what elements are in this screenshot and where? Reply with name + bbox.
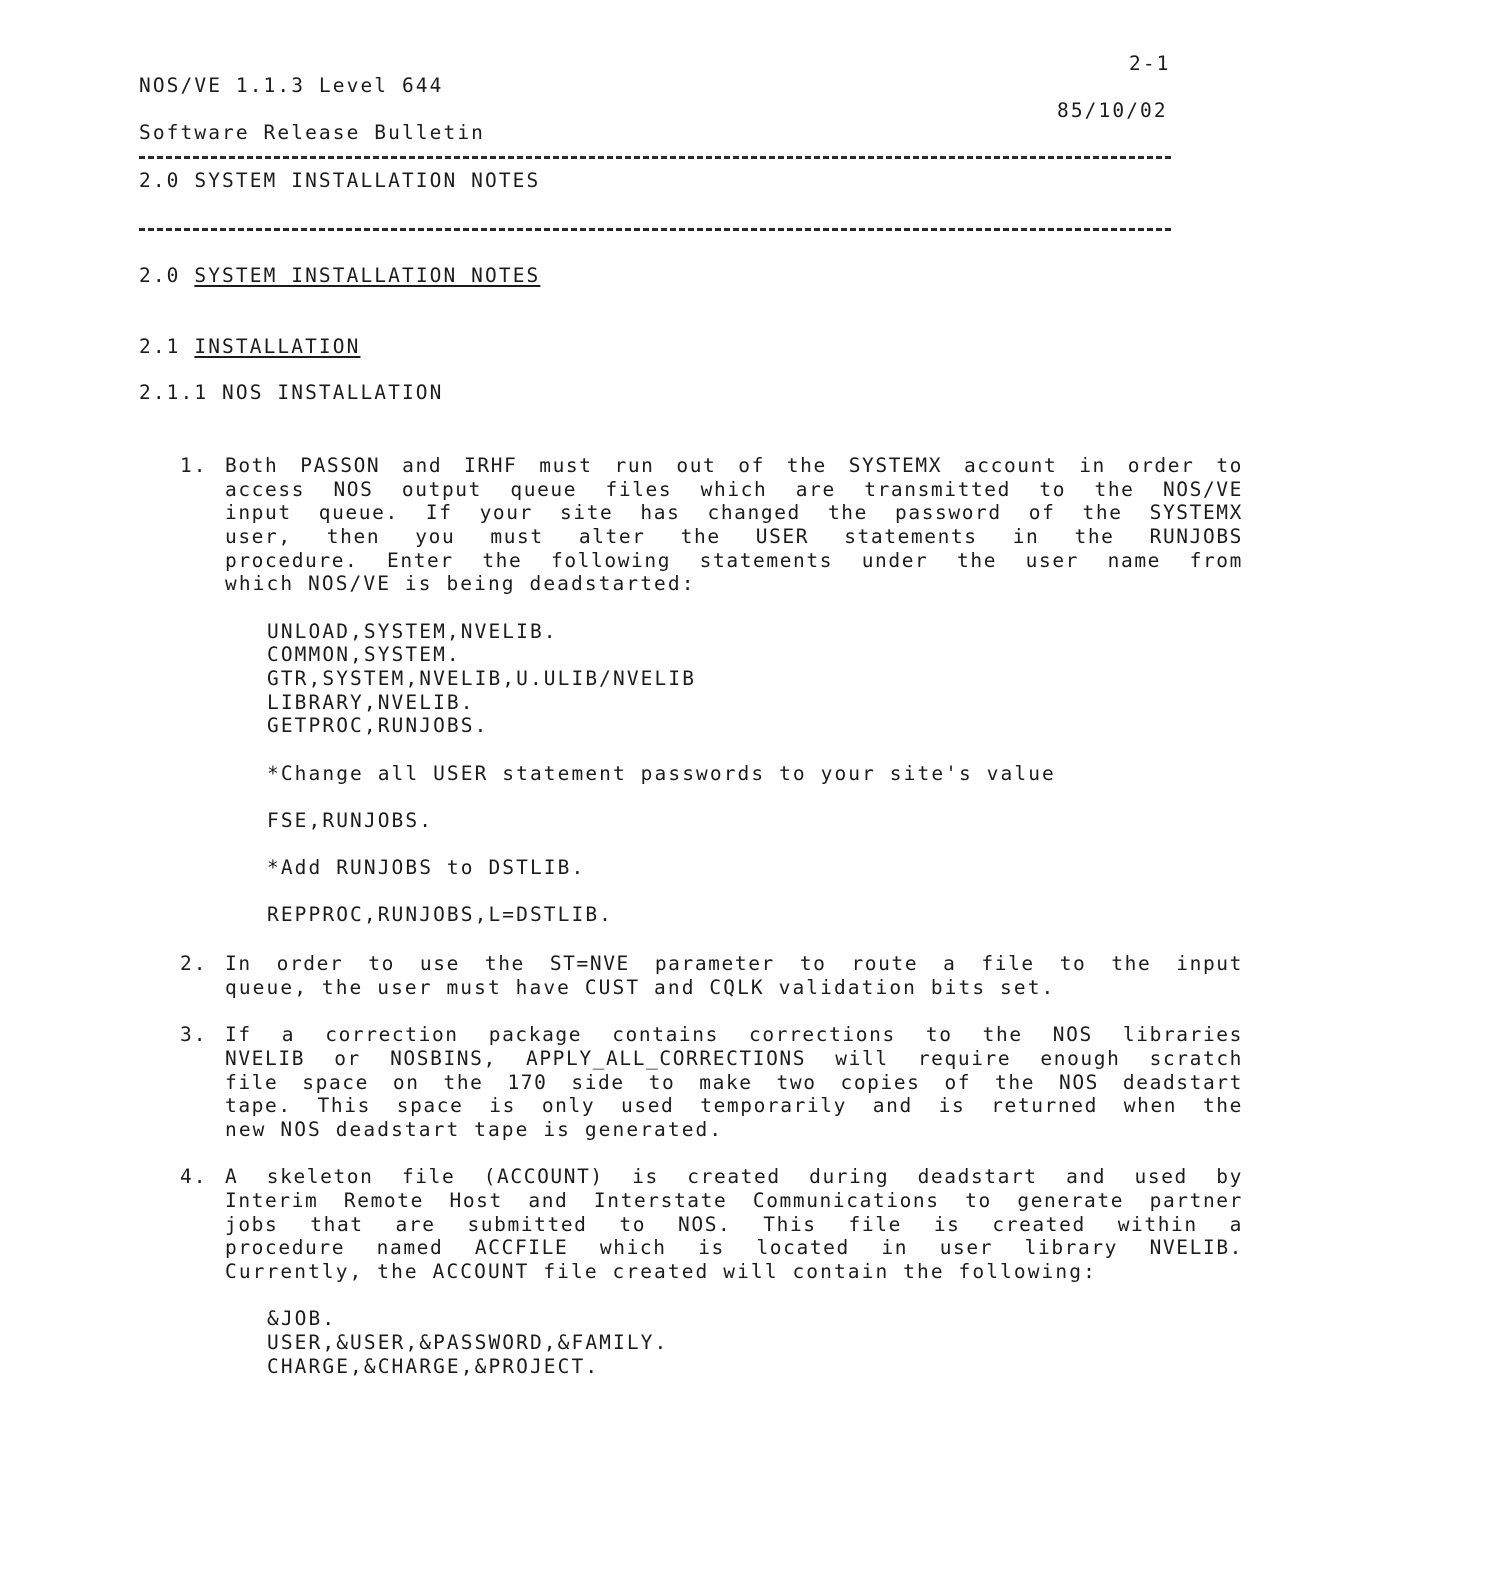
chapter-header: 2.0 SYSTEM INSTALLATION NOTES — [139, 169, 541, 192]
list-item-number: 2. — [180, 952, 208, 975]
release-date: 85/10/02 — [1057, 99, 1168, 122]
subsection-heading: 2.1.1 NOS INSTALLATION — [139, 381, 444, 404]
code-line: GTR,SYSTEM,NVELIB,U.ULIB/NVELIB — [267, 667, 697, 690]
product-version: NOS/VE 1.1.3 Level 644 — [139, 74, 444, 97]
code-comment: *Change all USER statement passwords to your site's value — [267, 762, 1056, 785]
list-item-line: tape. This space is only used temporarily and is returned when the — [225, 1094, 1243, 1117]
list-item-line: Both PASSON and IRHF must run out of the SYSTEMX account in order to — [225, 454, 1243, 477]
code-line: &JOB. — [267, 1307, 337, 1330]
code-line: REPPROC,RUNJOBS,L=DSTLIB. — [267, 903, 613, 926]
header-rule-bottom — [139, 228, 1171, 231]
list-item-line: user, then you must alter the USER statements in the RUNJOBS — [225, 525, 1243, 548]
chapter-heading — [139, 264, 540, 288]
list-item-line: Interim Remote Host and Interstate Communications to generate partner — [225, 1189, 1243, 1212]
document-title: Software Release Bulletin — [139, 121, 485, 144]
list-item-line: file space on the 170 side to make two copies of the NOS deadstart — [225, 1071, 1243, 1094]
list-item-line: new NOS deadstart tape is generated. — [225, 1118, 724, 1141]
section-title: INSTALLATION — [194, 335, 361, 358]
list-item-line: If a correction package contains corrections to the NOS libraries — [225, 1023, 1243, 1046]
code-comment: *Add RUNJOBS to DSTLIB. — [267, 856, 586, 879]
list-item-line: A skeleton file (ACCOUNT) is created during deadstart and used by — [225, 1165, 1243, 1188]
chapter-number: 2.0 — [139, 264, 181, 287]
header-rule-top — [139, 156, 1171, 159]
code-line: GETPROC,RUNJOBS. — [267, 714, 489, 737]
list-item-line: NVELIB or NOSBINS, APPLY_ALL_CORRECTIONS will require enough scratch — [225, 1047, 1243, 1070]
list-item-line: procedure named ACCFILE which is located in user library NVELIB. — [225, 1236, 1243, 1259]
list-item-line: which NOS/VE is being deadstarted: — [225, 572, 696, 595]
list-item-number: 4. — [180, 1165, 208, 1188]
code-line: USER,&USER,&PASSWORD,&FAMILY. — [267, 1331, 669, 1354]
code-line: UNLOAD,SYSTEM,NVELIB. — [267, 620, 558, 643]
code-line: LIBRARY,NVELIB. — [267, 691, 475, 714]
list-item-line: procedure. Enter the following statements under the user name from — [225, 549, 1243, 572]
chapter-title: SYSTEM_INSTALLATION_NOTES — [194, 264, 541, 287]
code-line: CHARGE,&CHARGE,&PROJECT. — [267, 1355, 600, 1378]
list-item-line: Currently, the ACCOUNT file created will contain the following: — [225, 1260, 1097, 1283]
section-number: 2.1 — [139, 335, 181, 358]
section-heading — [139, 335, 360, 359]
page-number: 2-1 — [1129, 52, 1171, 75]
code-line: FSE,RUNJOBS. — [267, 809, 434, 832]
list-item-number: 1. — [180, 454, 208, 477]
list-item-line: jobs that are submitted to NOS. This file is created within a — [225, 1213, 1243, 1236]
list-item-line: In order to use the ST=NVE parameter to route a file to the input — [225, 952, 1243, 975]
list-item-line: access NOS output queue files which are transmitted to the NOS/VE — [225, 478, 1243, 501]
list-item-line: queue, the user must have CUST and CQLK validation bits set. — [225, 976, 1056, 999]
code-line: COMMON,SYSTEM. — [267, 643, 461, 666]
list-item-line: input queue. If your site has changed the password of the SYSTEMX — [225, 501, 1243, 524]
list-item-number: 3. — [180, 1023, 208, 1046]
